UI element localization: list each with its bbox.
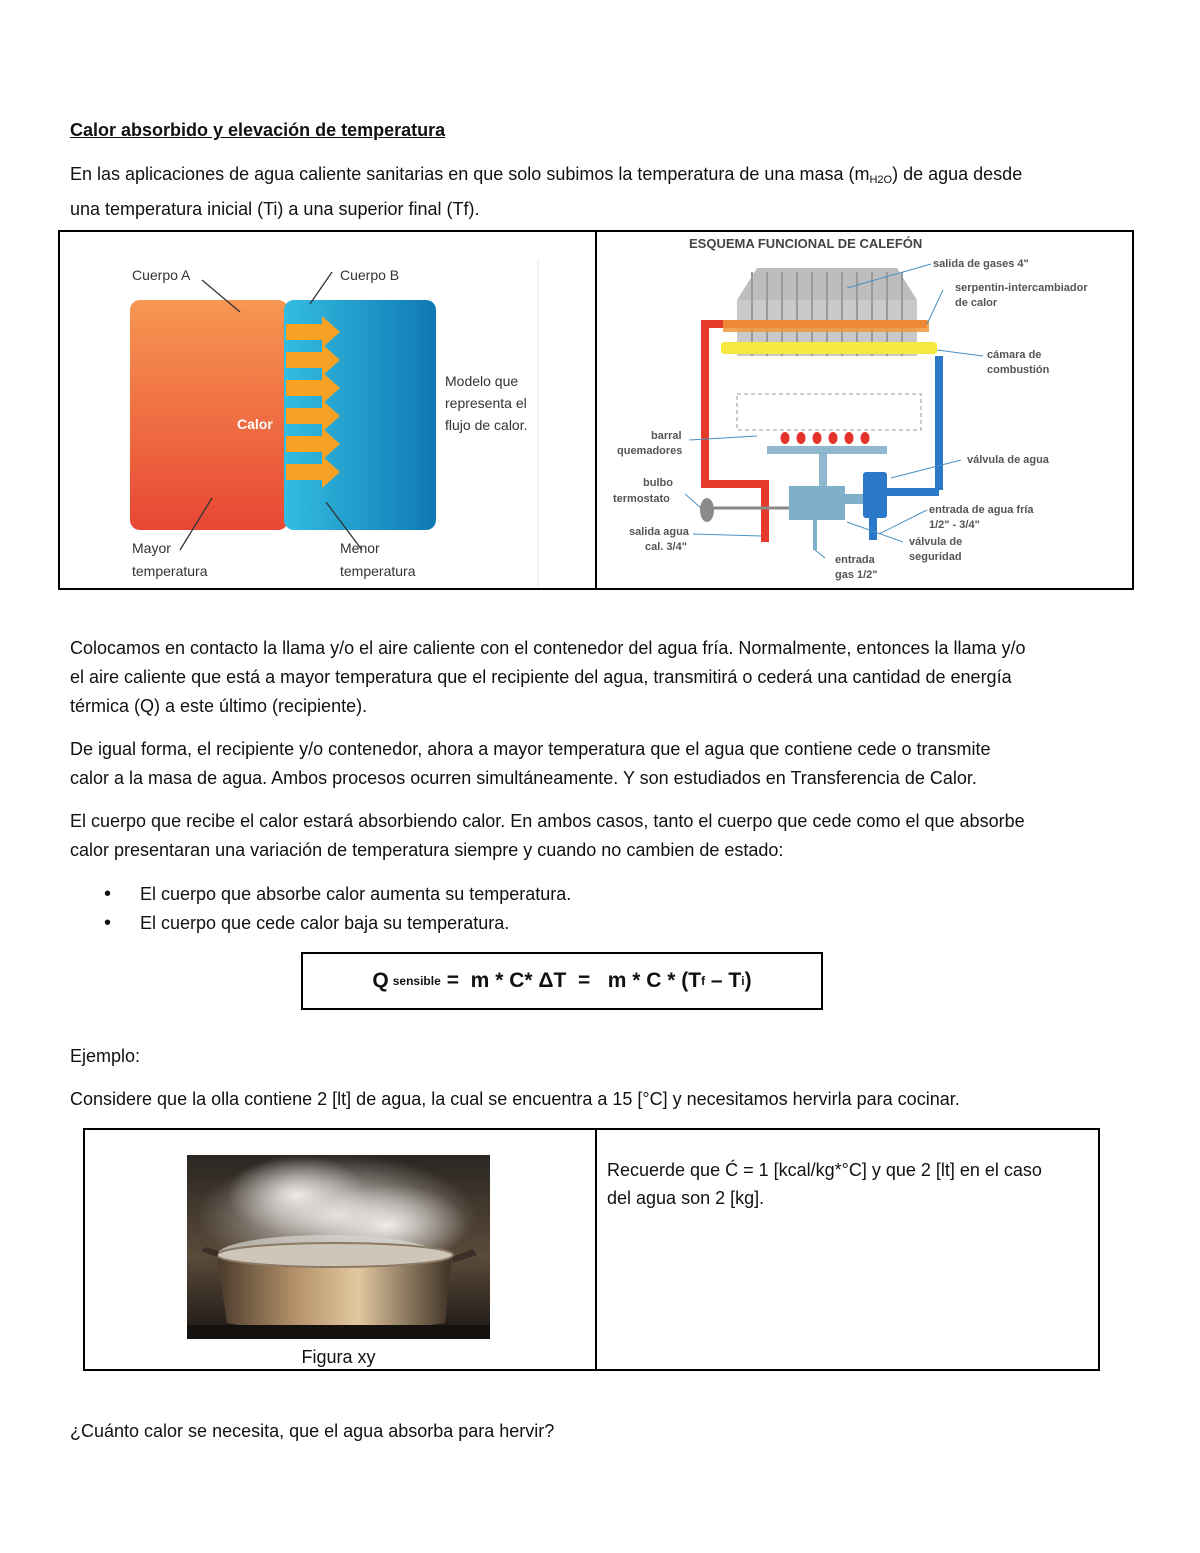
formula-minus: – T <box>705 969 742 992</box>
label-barral-2: quemadores <box>617 445 683 457</box>
label-valvula-agua: válvula de agua <box>967 454 1049 466</box>
formula-box <box>301 952 823 1010</box>
label-serpentin-1: serpentin-intercambiador <box>955 282 1088 294</box>
figure-caption: Figura xy <box>301 1347 376 1367</box>
table-note <box>607 1156 1097 1212</box>
question-paragraph: ¿Cuánto calor se necesita, que el agua absorba para hervir? <box>70 1421 555 1441</box>
burner-bar <box>767 446 887 454</box>
para1-line3: térmica (Q) a este último (recipiente). <box>70 696 368 716</box>
table-divider <box>595 1128 597 1371</box>
paragraph-absorb <box>70 807 1140 865</box>
label-menor-2: temperatura <box>340 563 416 579</box>
page-title: Calor absorbido y elevación de temperatura <box>70 120 446 140</box>
label-bulbo-2: termostato <box>613 493 670 505</box>
thermostat-bulb <box>700 498 714 522</box>
label-modelo-2: representa el <box>445 395 527 411</box>
bullet-item: • El cuerpo que absorbe calor aumenta su temperatura. <box>98 880 571 909</box>
label-camara-2: combustión <box>987 364 1050 376</box>
note-line2: del agua son 2 [kg]. <box>607 1188 765 1208</box>
label-barral-1: barral <box>651 430 682 442</box>
label-cuerpo-b: Cuerpo B <box>340 267 400 283</box>
burner-flames <box>781 432 870 444</box>
formula-q-sub: sensible <box>392 974 441 988</box>
formula-ti-sub: i <box>741 974 745 988</box>
ejemplo-label: Ejemplo: <box>70 1046 141 1066</box>
bullet-item: • El cuerpo que cede calor baja su temperatura. <box>98 909 571 938</box>
label-bulbo-1: bulbo <box>643 477 673 489</box>
label-mayor-1: Mayor <box>132 540 171 556</box>
note-line1: Recuerde que Ć = 1 [kcal/kg*°C] y que 2 [lt] en el caso <box>607 1160 1042 1180</box>
heater-title: ESQUEMA FUNCIONAL DE CALEFÓN <box>689 236 923 251</box>
para3-line1: El cuerpo que recibe el calor estará absorbiendo calor. En ambos casos, tanto el cuerpo que cede como el que absorbe <box>70 811 1025 831</box>
paragraph-contact <box>70 634 1140 721</box>
intro-line2: una temperatura inicial (Ti) a una superior final (Tf). <box>70 199 480 219</box>
para2-line1: De igual forma, el recipiente y/o contenedor, ahora a mayor temperatura que el agua que contiene cede o transmite <box>70 739 991 759</box>
label-camara-1: cámara de <box>987 349 1042 361</box>
para1-line1: Colocamos en contacto la llama y/o el aire caliente con el contenedor del agua fría. Normalmente, entonces la llama y/o <box>70 638 1026 658</box>
label-entrada-fria-1: entrada de agua fría <box>929 504 1034 516</box>
label-salida-agua-2: cal. 3/4" <box>645 541 687 553</box>
para3-line2: calor presentaran una variación de temperatura siempre y cuando no cambien de estado: <box>70 840 784 860</box>
intro-line1-a: En las aplicaciones de agua caliente sanitarias en que solo subimos la temperatura de una masa (m <box>70 164 870 184</box>
label-cuerpo-a: Cuerpo A <box>132 267 191 283</box>
label-calor: Calor <box>237 416 273 432</box>
water-heater-diagram <box>597 232 1132 588</box>
label-salida-agua-1: salida agua <box>629 526 689 538</box>
considere-paragraph: Considere que la olla contiene 2 [lt] de agua, la cual se encuentra a 15 [°C] y necesitamos hervirla para cocinar. <box>70 1089 960 1109</box>
paragraph-container <box>70 735 1140 793</box>
label-salida-gases: salida de gases 4" <box>933 258 1029 270</box>
label-menor-1: Menor <box>340 540 380 556</box>
gas-valve <box>789 486 845 520</box>
label-entrada-fria-2: 1/2" - 3/4" <box>929 519 980 531</box>
water-valve <box>863 472 887 518</box>
formula-body: = m * C* ΔT = m * C * (T <box>446 969 702 992</box>
formula-close: ) <box>744 969 752 992</box>
bullet-list <box>98 880 571 938</box>
combustion-chamber <box>737 394 921 430</box>
para1-line2: el aire caliente que está a mayor temperatura que el recipiente del agua, transmitirá o cederá una cantidad de energía <box>70 667 1012 687</box>
intro-paragraph <box>70 160 1140 224</box>
boiling-pot-image <box>187 1155 490 1339</box>
label-modelo-3: flujo de calor. <box>445 417 528 433</box>
heat-flow-diagram <box>60 232 595 588</box>
label-serpentin-2: de calor <box>955 297 998 309</box>
label-entrada-gas-1: entrada <box>835 554 875 566</box>
para2-line2: calor a la masa de agua. Ambos procesos ocurren simultáneamente. Y son estudiados en Transferencia de Calor. <box>70 768 977 788</box>
label-valvula-seg-2: seguridad <box>909 551 962 563</box>
body-a-block <box>130 300 288 530</box>
serpentin-coil <box>723 320 929 332</box>
label-entrada-gas-2: gas 1/2" <box>835 569 878 581</box>
label-valvula-seg-1: válvula de <box>909 536 963 548</box>
formula-q: Q <box>372 969 389 992</box>
formula-tf-sub: f <box>701 974 706 988</box>
label-mayor-2: temperatura <box>132 563 208 579</box>
label-modelo-1: Modelo que <box>445 373 519 389</box>
intro-subscript: H2O <box>869 174 893 186</box>
intro-line1-b: ) de agua desde <box>892 164 1023 184</box>
